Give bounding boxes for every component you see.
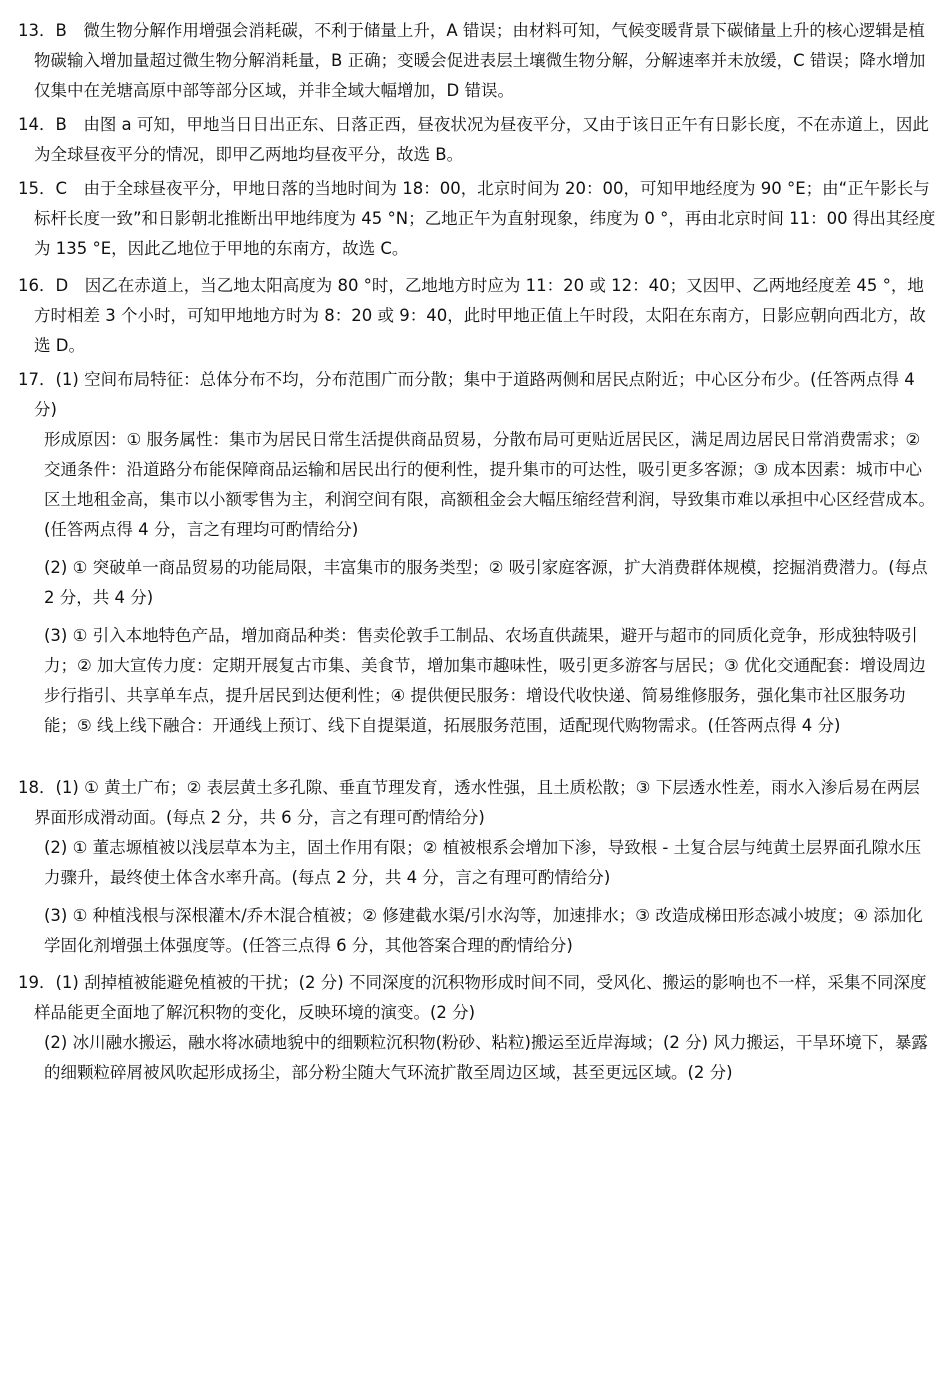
- answer-17-reasons: 形成原因：① 服务属性：集市为居民日常生活提供商品贸易，分散布局可更贴近居民区，满足周边居民日常消费需求；② 交通条件：沿道路分布能保障商品运输和居民出行的便利性，提升集市的可达性，吸引更多客源；③ 成本因素：城市中心区土地租金高，集市以小额零售为主，利润空间有限，高额租金会大幅压缩经营利润，导致集市难以承担中心区经营成本。(任答两点得 4 分，言之有理均可酌情给分): [44, 430, 935, 539]
- answer-18-part2: (2) ① 董志塬植被以浅层草本为主，固土作用有限；② 植被根系会增加下渗，导致根 - 土复合层与纯黄土层界面孔隙水压力骤升，最终使土体含水率升高。(每点 2 分，共 4 分，言之有理可酌情给分): [44, 838, 922, 887]
- answer-19-part1: 19．(1) 刮掉植被能避免植被的干扰；(2 分) 不同深度的沉积物形成时间不同，受风化、搬运的影响也不一样，采集不同深度样品能更全面地了解沉积物的变化，反映环境的演变。(2 分): [18, 973, 927, 1022]
- answer-15: [18, 174, 936, 264]
- answer-14-text: 14．B 由图 a 可知，甲地当日日出正东、日落正西，昼夜状况为昼夜平分，又由于该日正午有日影长度，不在赤道上，因此为全球昼夜平分的情况，即甲乙两地均昼夜平分，故选 B。: [18, 115, 929, 164]
- answer-19: [18, 968, 936, 1088]
- answer-18-part3: (3) ① 种植浅根与深根灌木/乔木混合植被；② 修建截水渠/引水沟等，加速排水；③ 改造成梯田形态减小坡度；④ 添加化学固化剂增强土体强度等。(任答三点得 6 分，其他答案合理的酌情给分): [44, 906, 923, 955]
- answer-17-part3: (3) ① 引入本地特色产品，增加商品种类：售卖伦敦手工制品、农场直供蔬果，避开与超市的同质化竞争，形成独特吸引力；② 加大宣传力度：定期开展复古市集、美食节，增加集市趣味性，吸引更多游客与居民；③ 优化交通配套：增设周边步行指引、共享单车点，提升居民到达便利性；④ 提供便民服务：增设代收快递、简易维修服务，强化集市社区服务功能；⑤ 线上线下融合：开通线上预订、线下自提渠道，拓展服务范围，适配现代购物需求。(任答两点得 4 分): [44, 626, 926, 735]
- answer-17-part2: (2) ① 突破单一商品贸易的功能局限，丰富集市的服务类型；② 吸引家庭客源，扩大消费群体规模，挖掘消费潜力。(每点 2 分，共 4 分): [44, 558, 928, 607]
- answer-16-text: 16．D 因乙在赤道上，当乙地太阳高度为 80 °时，乙地地方时应为 11：20 或 12：40；又因甲、乙两地经度差 45 °，地方时相差 3 个小时，可知甲地地方时为 8：20 或 9：40，此时甲地正值上午时段，太阳在东南方，日影应朝向西北方，故选 D。: [18, 276, 926, 355]
- answer-19-part2: (2) 冰川融水搬运，融水将冰碛地貌中的细颗粒沉积物(粉砂、粘粒)搬运至近岸海域；(2 分) 风力搬运，干旱环境下，暴露的细颗粒碎屑被风吹起形成扬尘，部分粉尘随大气环流扩散至周边区域，甚至更远区域。(2 分): [44, 1033, 928, 1082]
- answer-16: [18, 271, 936, 361]
- answer-17-part1: 17．(1) 空间布局特征：总体分布不均，分布范围广而分散；集中于道路两侧和居民点附近；中心区分布少。(任答两点得 4 分): [18, 370, 915, 419]
- answer-15-text: 15．C 由于全球昼夜平分，甲地日落的当地时间为 18：00，北京时间为 20：00，可知甲地经度为 90 °E；由“正午影长与标杆长度一致”和日影朝北推断出甲地纬度为 45 °N；乙地正午为直射现象，纬度为 0 °，再由北京时间 11：00 得出其经度为 135 °E，因此乙地位于甲地的东南方，故选 C。: [18, 179, 936, 258]
- answer-17: [18, 365, 936, 741]
- answer-18: [18, 773, 936, 961]
- answer-14: [18, 110, 936, 170]
- answer-18-part1: 18．(1) ① 黄土广布；② 表层黄土多孔隙、垂直节理发育，透水性强，且土质松散；③ 下层透水性差，雨水入渗后易在两层界面形成滑动面。(每点 2 分，共 6 分，言之有理可酌情给分): [18, 778, 920, 827]
- answer-13: [18, 16, 936, 106]
- answer-13-text: 13．B 微生物分解作用增强会消耗碳，不利于储量上升，A 错误；由材料可知，气候变暖背景下碳储量上升的核心逻辑是植物碳输入增加量超过微生物分解消耗量，B 正确；变暖会促进表层土壤微生物分解，分解速率并未放缓，C 错误；降水增加仅集中在羌塘高原中部等部分区域，并非全域大幅增加，D 错误。: [18, 21, 926, 100]
